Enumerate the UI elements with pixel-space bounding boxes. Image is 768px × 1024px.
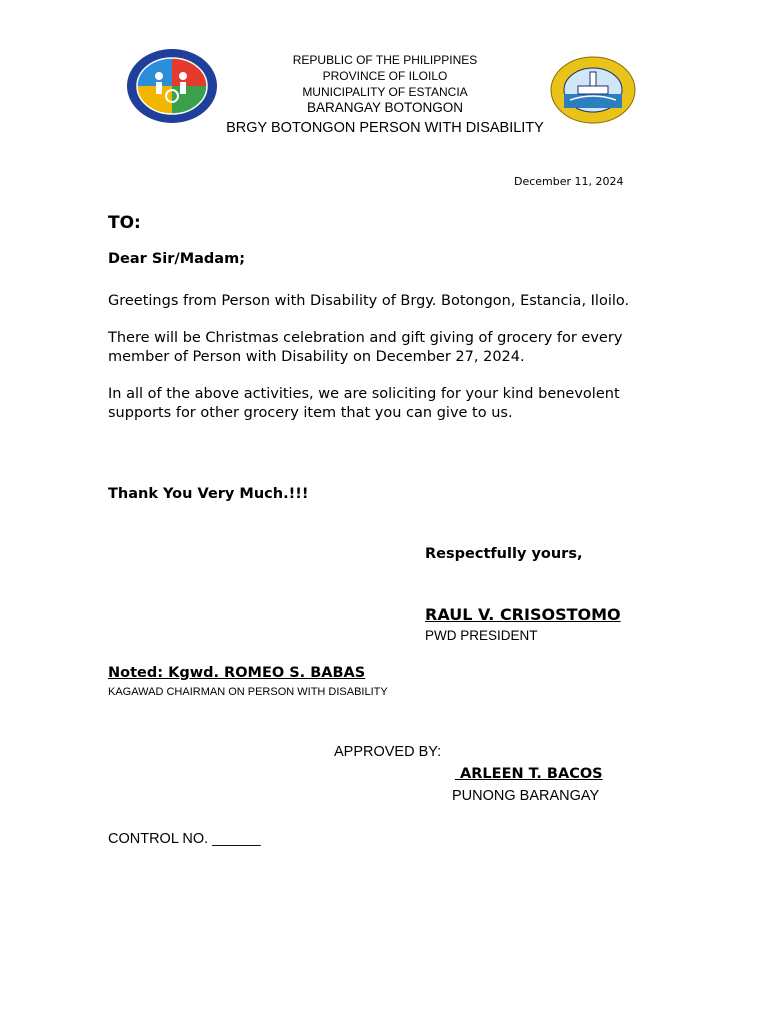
noted-title: KAGAWAD CHAIRMAN ON PERSON WITH DISABILITY xyxy=(108,686,388,698)
approved-label: APPROVED BY: xyxy=(334,744,442,760)
thanks-line: Thank You Very Much.!!! xyxy=(108,486,309,502)
to-label: TO: xyxy=(108,213,141,233)
approver-name: ARLEEN T. BACOS xyxy=(455,766,603,782)
letter-date: December 11, 2024 xyxy=(514,175,624,188)
signatory-name: RAUL V. CRISOSTOMO xyxy=(425,605,621,624)
header-province: PROVINCE OF ILOILO xyxy=(322,69,448,83)
header-barangay: BARANGAY BOTONGON xyxy=(306,100,464,115)
closing-line: Respectfully yours, xyxy=(425,546,583,562)
header-municipality: MUNICIPALITY OF ESTANCIA xyxy=(302,85,468,99)
control-number: CONTROL NO. ______ xyxy=(108,831,261,847)
header-organization: BRGY BOTONGON PERSON WITH DISABILITY xyxy=(226,120,544,136)
approver-title: PUNONG BARANGAY xyxy=(452,788,600,804)
header-republic: REPUBLIC OF THE PHILIPPINES xyxy=(292,53,478,67)
paragraph-greeting: Greetings from Person with Disability of Brgy. Botongon, Estancia, Iloilo. xyxy=(108,293,630,309)
salutation: Dear Sir/Madam; xyxy=(108,251,245,267)
paragraph-solicitation: In all of the above activities, we are soliciting for your kind benevolent supports for other grocery item that you can give to us. xyxy=(108,386,620,421)
noted-line: Noted: Kgwd. ROMEO S. BABAS xyxy=(108,665,366,681)
paragraph-celebration: There will be Christmas celebration and gift giving of grocery for every member of Person with Disability on December 27, 2024. xyxy=(108,330,623,365)
signatory-title: PWD PRESIDENT xyxy=(425,628,538,643)
